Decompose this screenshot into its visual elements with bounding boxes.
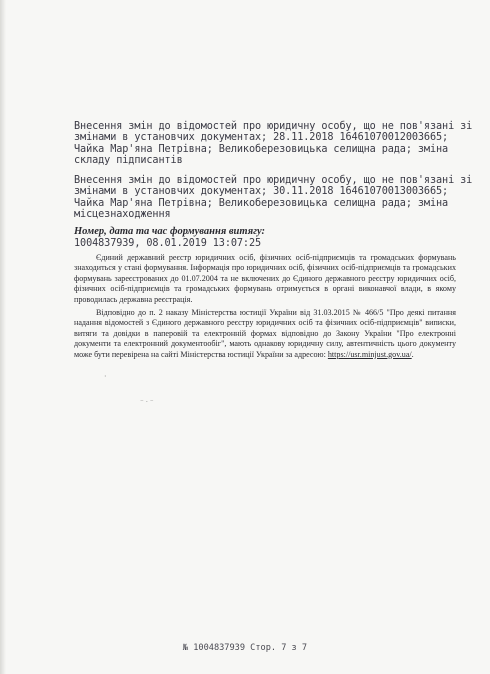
entry-line: Чайка Мар'яна Петрівна; Великоберезовицька селищна рада; зміна: [74, 197, 449, 209]
verification-link[interactable]: https://usr.minjust.gov.ua/: [327, 349, 412, 359]
entry-line: складу підписантів: [74, 155, 183, 167]
entry-line: місцезнаходження: [74, 209, 171, 221]
entry-line: змінами в установчих документах; 28.11.2018 16461070012003665;: [74, 132, 449, 144]
scan-mark: ⁻·⁻: [140, 398, 156, 406]
entry-line: Внесення змін до відомостей про юридичну особу, що не пов'язані зі: [74, 121, 473, 132]
page-footer: № 1004837939 Стор. 7 з 7: [182, 643, 308, 653]
scan-edge-shadow: [0, 0, 6, 674]
registry-entry-1: [74, 121, 473, 167]
legal-notice-paragraph: [74, 308, 456, 360]
registry-entry-2: [74, 175, 473, 221]
legal-notice-text: Відповідно до п. 2 наказу Міністерства юстиції України від 31.03.2015 № 466/5 "Про деякі питання надання відомостей з Єдиного державного реєстру юридичних осіб та фізичних осіб-підприємців" виписки, витяги та довідки в паперовій та електронній формах відповідно до Закону України "Про електронні документи та електронний документообіг", мають однакову юридичну силу, автентичність цього документу може бути перевірена на сайті Міністерства юстиції України за адресою:: [74, 308, 456, 359]
entry-line: Чайка Мар'яна Петрівна; Великоберезовицька селищна рада; зміна: [74, 143, 449, 155]
entry-line: змінами в установчих документах; 30.11.2018 16461070013003665;: [74, 186, 449, 198]
legal-notice-end: .: [411, 349, 414, 359]
extract-heading: Номер, дата та час формування витягу:: [74, 226, 265, 237]
extract-number-date: 1004837939, 08.01.2019 13:07:25: [74, 238, 262, 249]
registry-notice-paragraph: Єдиний державний реєстр юридичних осіб, фізичних осіб-підприємців та громадських формувань знаходиться у стані формування. Інформація про юридичних осіб, фізичних осіб-підприємців та громадських формувань зареєстрованих до 01.07.2004 та не включених до Єдиного державного реєстру юридичних осіб, фізичних осіб-підприємців та громадських формувань отримується в органі виконавчої влади, в якому проводилась державна реєстрація.: [74, 253, 456, 304]
scan-mark: ·: [104, 372, 107, 381]
entry-line: Внесення змін до відомостей про юридичну особу, що не пов'язані зі: [74, 175, 473, 186]
